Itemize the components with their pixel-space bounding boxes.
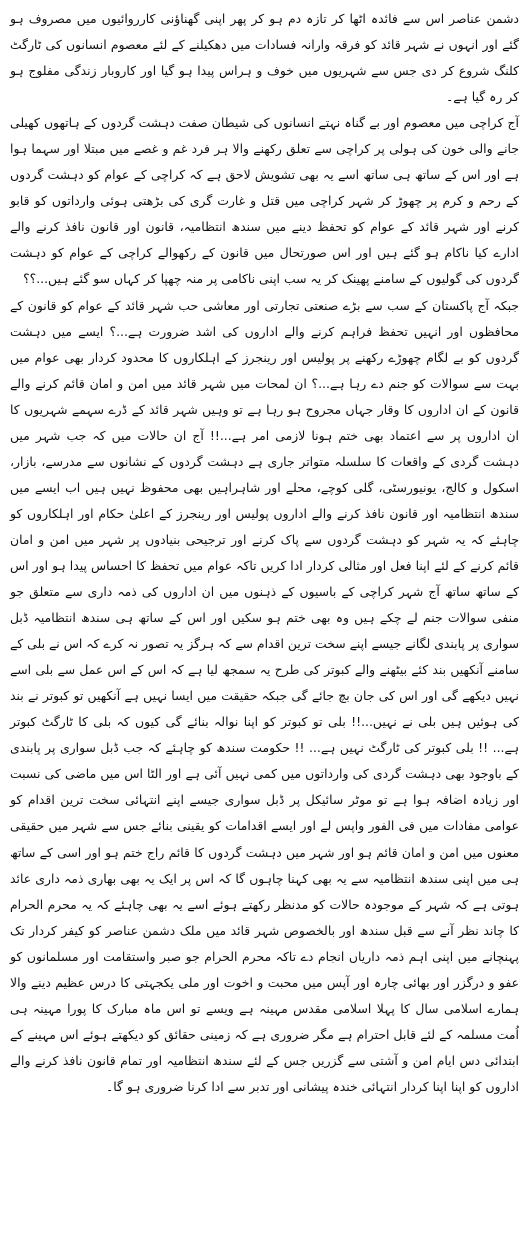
article-paragraph-3: جبکہ آج پاکستان کے سب سے بڑے صنعتی تجارتی اور معاشی حب شہر قائد کے عوام کو قانون کے محافظوں اور انہیں تحفظ فراہم کرنے والے اداروں کی اشد ضرورت ہے...؟ ایسے میں دہشت گردوں کو بے لگام چھوڑے رکھنے پر پولیس اور رینجرز کے اہلکاروں کا محدود کردار بھی عوام میں بہت سے سوالات کو جنم دے رہا ہے...؟ ان لمحات میں شہر قائد میں امن و امان قائم کرنے والے قانون کے ان اداروں کا وقار جہاں مجروح ہو رہا ہے تو وہیں شہر قائد کے ڈرے سہمے شہریوں کا ان اداروں پر سے اعتماد بھی ختم ہونا لازمی امر ہے...!! آج ان حالات میں کہ جب شہر میں دہشت گردی کے واقعات کا سلسلہ متواتر جاری ہے دہشت گردوں کے نشانوں سے مدرسے، بازار، اسکول و کالج، یونیورسٹی، گلی کوچے، محلے اور شاہراہیں بھی محفوظ نہیں ہیں اب ایسے میں سندھ انتظامیہ اور قانون نافذ کرنے والے اداروں پولیس اور رینجرز کے اعلیٰ حکام اور اہلکاروں کو چاہئے کہ یہ شہر کو دہشت گردوں سے پاک کرنے اور ترجیحی بنیادوں پر شہر میں امن و امان قائم کرنے کے لئے اپنا فعل اور مثالی کردار ادا کریں تاکہ عوام میں تحفظ کا احساس پیدا ہو اور اس کے ساتھ ساتھ آج شہر کراچی کے باسیوں کے ذہنوں میں ان اداروں کی ذمہ داری سے متعلق جو منفی سوالات جنم لے چکے ہیں وہ بھی ختم ہو سکیں اور اس کے ساتھ ہی سندھ انتظامیہ ڈبل سواری پر پابندی لگانے جیسے اپنے سخت ترین اقدام سے کہ ہرگز یہ تصور نہ کرے کہ اس نے بلی کے سامنے آنکھیں بند کئے بیٹھنے والے کبوتر کی طرح یہ سمجھ لیا ہے کہ اس کے اس عمل سے بلی اسے نہیں دیکھے گی اور اس کی جان بچ جائے گی جبکہ حقیقت میں ایسا نہیں ہے آنکھیں تو کبوتر نے بند کی ہوئیں ہیں بلی نے نہیں...!! بلی تو کبوتر کو اپنا نوالہ بنائے گی کیوں کہ بلی کا ٹارگٹ کبوتر ہے... !! بلی کبوتر کی ٹارگٹ نہیں ہے... !! حکومت سندھ کو چاہئے کہ جب ڈبل سواری پر پابندی کے باوجود بھی دہشت گردی کی وارداتوں میں کمی نہیں آئی ہے اور الٹا اس میں ماضی کی نسبت اور زیادہ اضافہ ہوا ہے تو موٹر سائیکل پر ڈبل سواری جیسے اپنے انتہائی سخت ترین اقدام کو عوامی مفادات میں فی الفور واپس لے اور ایسے اقدامات کو یقینی بنائے جس سے شہر میں حقیقی معنوں میں امن و امان قائم ہو اور شہر میں دہشت گردوں کا قائم راج ختم ہو اور اسی کے ساتھ ہی میں اپنی سندھ انتظامیہ سے یہ بھی کہنا چاہوں گا کہ اس پر ایک یہ بھی بھاری ذمہ داری عائد ہوتی ہے کہ شہر کے موجودہ حالات کو مدنظر رکھتے ہوئے اسے یہ بھی چاہئے کہ یہ محرم الحرام کا چاند نظر آنے سے قبل سندھ اور بالخصوص شہر قائد میں ملک دشمن عناصر کو کیفر کردار تک پہنچانے میں اپنی اہم ذمہ داریاں انجام دے تاکہ محرم الحرام جو صبر واستقامت اور مسلمانوں کو عفو و درگزر اور بھائی چارہ اور آپس میں محبت و اخوت اور ملی یکجہتی کا درس عظیم دینے والا ہمارے اسلامی سال کا پہلا اسلامی مقدس مہینہ ہے ویسے تو اس ماہ مبارک کا پورا مہینہ ہی اُمت مسلمہ کے لئے قابل احترام ہے مگر ضروری ہے کہ زمینی حقائق کو دیکھتے ہوئے اس مہینے کے ابتدائی دس ایام امن و آشتی سے گزریں جس کے لئے سندھ انتظامیہ اور تمام قانون نافذ کرنے والے اداروں کو اپنا اپنا کردار انتہائی خندہ پیشانی اور تدبر سے ادا کرنا ضروری ہو گا۔: [10, 297, 519, 1094]
article-paragraph-2: آج کراچی میں معصوم اور بے گناہ نہتے انسانوں کی شیطان صفت دہشت گردوں کے ہاتھوں کھیلی جانے والی خون کی ہولی پر کراچی سے تعلق رکھنے والا ہر فرد غم و غصے میں مبتلا اور سہما ہوا ہے اور اس کے ساتھ ہی ساتھ اسے یہ بھی تشویش لاحق ہے کہ کراچی کے عوام کو دہشت گردوں کے رحم و کرم پر چھوڑ کر شہر کراچی میں قتل و غارت گری کی بڑھتی ہوئی وارداتوں کو قابو کرنے اور شہر قائد کے عوام کو تحفظ دینے میں سندھ انتظامیہ، قانون اور قانون نافذ کرنے والے ادارے کیا ناکام ہو گئے ہیں اور اس صورتحال میں قانون کے رکھوالے کراچی کے عوام کو دہشت گردوں کی گولیوں کے سامنے پھینک کر یہ سب اپنی ناکامی پر منہ چھپا کر کہاں سو گئے ہیں...؟؟: [10, 115, 519, 287]
article-paragraph-1: دشمن عناصر اس سے فائدہ اٹھا کر تازہ دم ہو کر پھر اپنی گھناؤنی کارروائیوں میں مصروف ہو گئے اور انہوں نے شہر قائد کو فرقہ وارانہ فسادات میں دھکیلنے کے لئے معصوم انسانوں کی ٹارگٹ کلنگ شروع کر دی جس سے شہریوں میں خوف و ہراس پیدا ہو گیا اور کاروبار زندگی مفلوج ہو کر رہ گیا ہے۔: [10, 11, 519, 105]
article-body: [10, 6, 519, 1100]
